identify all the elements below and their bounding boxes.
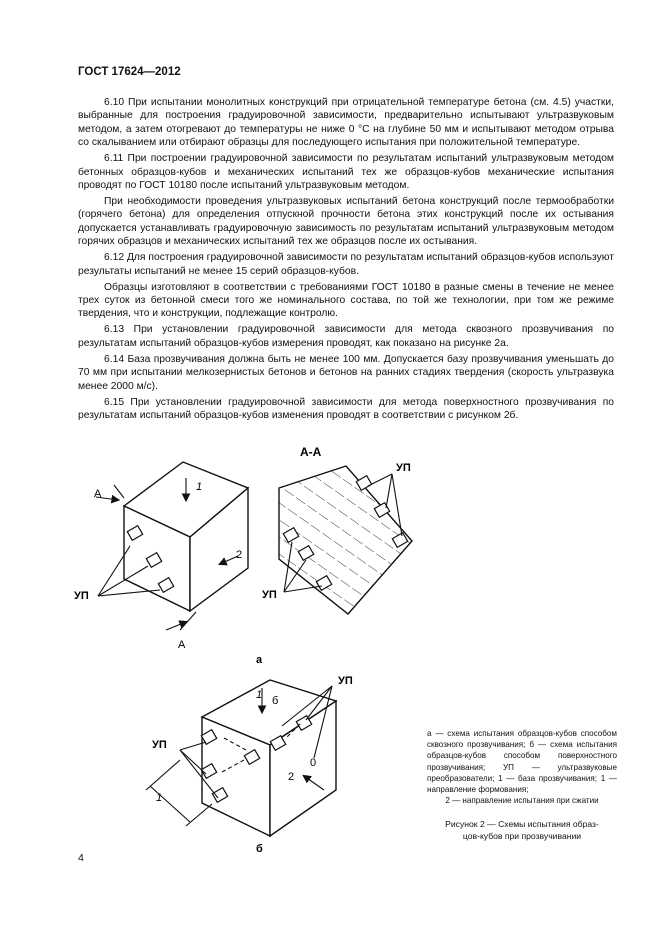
fig-b-label-1: 1 [256,689,263,701]
paragraph-6-12: 6.12 Для построения градуировочной зависимости по результатам испытаний образцов-кубов используют результаты испытаний не менее 15 серий образцов-кубов. [78,252,614,277]
fig-a-section-a-bottom: А [178,639,186,651]
fig-b-base-label: 1 [156,792,163,804]
page-number: 4 [78,852,84,864]
fig-b-label-2: 2 [288,771,295,783]
subfigure-b-label: б [256,843,263,855]
fig-b-up-label-left: УП [152,739,167,751]
figure-legend [427,728,617,806]
section-a-a-label: А-А [300,445,322,459]
legend-text: а — схема испытания образцов-кубов способом сквозного прозвучивания; б — схема испытания образцов-кубов способом поверхностного прозвучивания; УП — ультразвуковые преобразователи; 1 — база прозвучивания; 1 — направление формования; [427,729,617,795]
fig-a-label-2: 2 [236,549,243,561]
section-a-a [279,466,412,614]
fig-a-up-label: УП [74,590,89,602]
legend-last-line: 2 — направление испытания при сжатии [445,796,599,806]
subfigure-a-label: а [256,654,263,666]
fig-a-section-a-top: А [94,488,102,500]
section-up-label-left: УП [262,589,277,601]
paragraph-hot-concrete: При необходимости проведения ультразвуковых испытаний бетона конструкций после термообработки (горячего бетона) для определения отпускной прочности бетона этих конструкций после их остывания допускается устанавливать градуировочную зависимость по результатам испытаний ультразвуковым методом горячих образцов и механических испытаний тех же образцов после их остывания. [78,196,614,248]
figure-caption [427,818,617,842]
paragraph-6-15: 6.15 При установлении градуировочной зависимости для метода поверхностного прозвучивания по результатам испытаний образцов-кубов изменения проводят в соответствии с рисунком 2б. [78,396,614,422]
paragraph-samples: Образцы изготовляют в соответствии с требованиями ГОСТ 10180 в разные смены в течение не менее трех суток из бетонной смеси того же номинального состава, по той же технологии, при том же режиме твердения, что и конструкции, подлежащие контролю. [78,281,614,320]
paragraph-6-14: 6.14 База прозвучивания должна быть не менее 100 мм. Допускается базу прозвучивания уменьшать до 70 мм при испытании мелкозернистых бетонов и бетонов на ранних стадиях твердения (скорость ультразвука менее 2000 м/с). [78,353,614,392]
document-header: ГОСТ 17624—2012 [78,66,181,78]
caption-line-1: Рисунок 2 — Схемы испытания образ- [445,819,599,829]
section-up-label-right: УП [396,462,411,474]
fig-b-label-0: 0 [310,757,317,769]
paragraph-6-10: 6.10 При испытании монолитных конструкций при отрицательной температуре бетона (см. 4.5) участки, выбранные для построения градуировочной зависимости, предварительно испытывают ультразвуковым методом, а затем отогревают до температуры не ниже 0 °С на глубине 50 мм и испытывают методом отрыва со скалыванием или отбирают образцы для последующего испытания при положительной температуре. [78,97,614,149]
fig-b-up-label-right: УП [338,675,353,687]
fig-b-label-6: б [272,695,279,707]
caption-line-2: цов-кубов при прозвучивании [462,831,582,841]
paragraph-6-13: 6.13 При установлении градуировочной зависимости для метода сквозного прозвучивания по результатам испытаний образцов-кубов измерения проводят, как показано на рисунке 2а. [78,324,614,349]
fig-a-label-1: 1 [196,481,203,493]
paragraph-6-11: 6.11 При построении градуировочной зависимости по результатам испытаний ультразвуковым методом бетонных образцов-кубов и механических испытаний тех же образцов-кубов механические испытания проводят по ГОСТ 10180 после испытаний ультразвуковым методом. [78,153,614,192]
